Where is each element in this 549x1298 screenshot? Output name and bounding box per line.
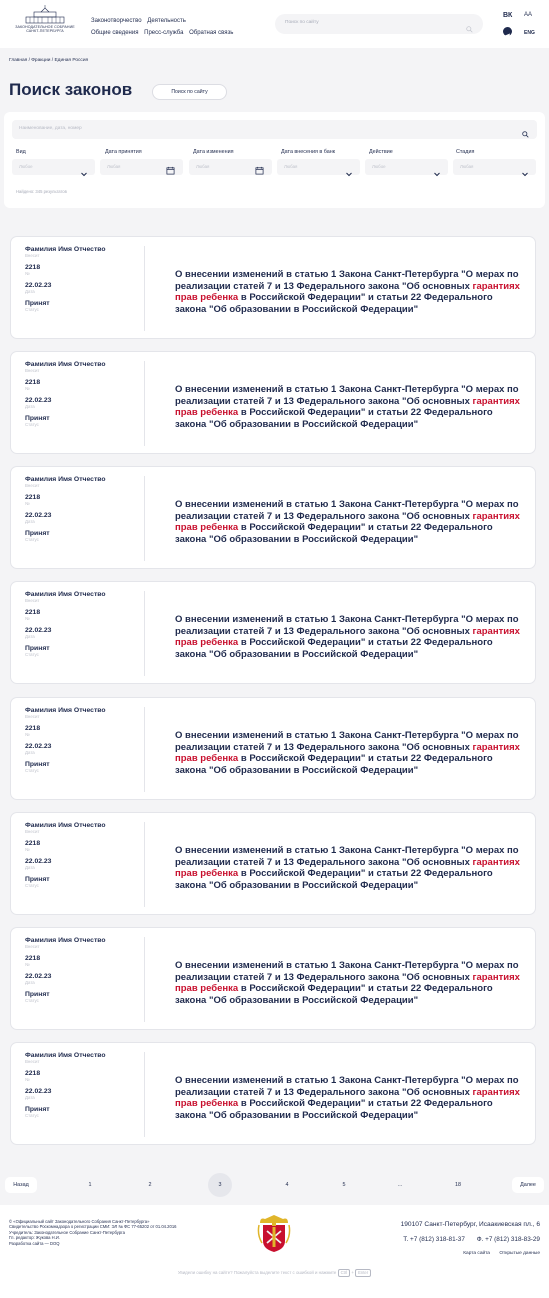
law-title-link[interactable] — [175, 269, 525, 315]
law-date-label: Дата — [25, 404, 35, 409]
filter-adoption-date-input[interactable] — [100, 159, 183, 175]
law-date-label: Дата — [25, 750, 35, 755]
law-author-label: Внесит — [25, 829, 40, 834]
error-hint-text: Увидели ошибку на сайте? Пожалуйста выделите текст с ошибкой и нажмите — [177, 1270, 337, 1275]
footer-legal-info — [9, 1219, 177, 1246]
chevron-down-icon — [81, 164, 87, 182]
site-header — [0, 0, 549, 48]
law-title-highlight: гарантиях прав ребенка — [175, 741, 520, 765]
site-search-input[interactable] — [275, 14, 483, 34]
law-number-label: № — [25, 501, 30, 506]
footer-error-hint — [0, 1269, 549, 1277]
breadcrumb[interactable]: Главная / Фракции / Единая Россия — [9, 58, 89, 63]
law-title-text-end: в Российской Федерации" и статьи 22 Федерального закона "Об образовании в Российской Федерации" — [175, 983, 493, 1006]
site-search-button[interactable]: Поиск по сайту — [152, 84, 227, 100]
law-number-label: № — [25, 847, 30, 852]
filter-label-action: Действие — [369, 149, 393, 155]
chevron-down-icon — [522, 164, 528, 182]
law-title-text-end: в Российской Федерации" и статьи 22 Федерального закона "Об образовании в Российской Федерации" — [175, 407, 493, 430]
footer-open-data-link[interactable]: Открытые данные — [499, 1251, 540, 1256]
law-title-highlight: гарантиях прав ребенка — [175, 971, 520, 995]
law-number: 2218 — [25, 379, 41, 386]
law-card-meta — [25, 361, 145, 446]
footer-editor: Гл. редактор: Жукова Н.И. — [9, 1235, 61, 1241]
spb-coat-of-arms-icon — [257, 1213, 291, 1253]
filter-stage-select[interactable] — [453, 159, 536, 175]
main-nav — [91, 15, 237, 39]
law-title-highlight: гарантиях прав ребенка — [175, 280, 520, 304]
law-author-label: Внесит — [25, 944, 40, 949]
pagination — [0, 1170, 549, 1198]
logo-text-line2: САНКТ-ПЕТЕРБУРГА — [26, 29, 64, 34]
filter-action-select[interactable] — [365, 159, 448, 175]
pagination-page-3-current[interactable]: 3 — [208, 1173, 232, 1197]
pagination-page-18[interactable]: 18 — [455, 1182, 461, 1188]
law-status: Принят — [25, 876, 50, 883]
law-number: 2218 — [25, 609, 41, 616]
law-date-label: Дата — [25, 980, 35, 985]
logo-text-line1: ЗАКОНОДАТЕЛЬНОЕ СОБРАНИЕ — [15, 25, 75, 29]
law-title-text: О внесении изменений в статью 1 Закона Санкт-Петербурга "О мерах по реализации статей 7 и 13 Федерального закона "Об основных — [175, 960, 519, 983]
law-number-label: № — [25, 616, 30, 621]
filter-adoption-date-value: Любая — [107, 164, 121, 169]
law-card-meta — [25, 707, 145, 792]
law-filter-panel — [4, 112, 545, 208]
law-number: 2218 — [25, 264, 41, 271]
font-size-toggle[interactable]: AA — [524, 12, 533, 18]
law-card[interactable] — [10, 466, 536, 569]
filter-bank-date-value: Любая — [284, 164, 298, 169]
site-search-placeholder: Поиск по сайту — [285, 20, 319, 25]
law-number: 2218 — [25, 840, 41, 847]
law-author[interactable]: Фамилия Имя Отчество — [25, 707, 106, 714]
language-switch[interactable]: ENG — [524, 30, 535, 36]
nav-legislation[interactable]: Законотворчество — [91, 18, 142, 24]
footer-phone[interactable]: Т. +7 (812) 318-81-37 — [403, 1236, 465, 1243]
pagination-prev-button[interactable]: Назад — [5, 1177, 37, 1193]
law-title-text: О внесении изменений в статью 1 Закона Санкт-Петербурга "О мерах по реализации статей 7 и 13 Федерального закона "Об основных — [175, 845, 519, 868]
footer-contacts — [393, 1236, 540, 1243]
law-card-meta — [25, 591, 145, 676]
law-status-label: Статус — [25, 768, 39, 773]
filter-label-change-date: Дата изменения — [193, 149, 234, 155]
logo[interactable] — [14, 5, 76, 45]
law-card[interactable] — [10, 581, 536, 684]
law-title-text: О внесении изменений в статью 1 Закона Санкт-Петербурга "О мерах по реализации статей 7 и 13 Федерального закона "Об основных — [175, 269, 519, 292]
law-title-link[interactable] — [175, 845, 525, 891]
law-author-label: Внесит — [25, 714, 40, 719]
chevron-down-icon — [346, 164, 352, 182]
law-date: 22.02.23 — [25, 282, 52, 289]
law-title-text-end: в Российской Федерации" и статьи 22 Федерального закона "Об образовании в Российской Федерации" — [175, 1098, 493, 1121]
law-card[interactable] — [10, 812, 536, 915]
law-title-link[interactable] — [175, 1075, 525, 1121]
law-title-text: О внесении изменений в статью 1 Закона Санкт-Петербурга "О мерах по реализации статей 7 и 13 Федерального закона "Об основных — [175, 614, 519, 637]
law-title-text-end: в Российской Федерации" и статьи 22 Федерального закона "Об образовании в Российской Федерации" — [175, 637, 493, 660]
chevron-down-icon — [434, 164, 440, 182]
law-title-link[interactable] — [175, 614, 525, 660]
vk-link[interactable]: ВК — [503, 12, 513, 19]
pagination-page-1[interactable]: 1 — [88, 1182, 92, 1188]
law-status: Принят — [25, 1106, 50, 1113]
filter-type-select[interactable] — [12, 159, 95, 175]
law-card[interactable] — [10, 927, 536, 1030]
law-title-highlight: гарантиях прав ребенка — [175, 1086, 520, 1110]
law-author[interactable]: Фамилия Имя Отчество — [25, 476, 106, 483]
law-card-meta — [25, 822, 145, 907]
law-date-label: Дата — [25, 519, 35, 524]
law-number-label: № — [25, 386, 30, 391]
nav-press-service[interactable]: Пресс-служба — [144, 30, 184, 36]
law-card[interactable] — [10, 236, 536, 339]
filter-type-value: Любое — [19, 164, 33, 169]
law-author-label: Внесит — [25, 483, 40, 488]
footer-registration: Свидетельство Роскомнадзора о регистрации СМИ: ЭЛ № ФС 77-65202 от 01.04.2016 — [9, 1224, 177, 1230]
law-title-highlight: гарантиях прав ребенка — [175, 856, 520, 880]
law-status-label: Статус — [25, 307, 39, 312]
filter-bank-date-select[interactable] — [277, 159, 360, 175]
law-title-highlight: гарантиях прав ребенка — [175, 510, 520, 534]
law-date: 22.02.23 — [25, 512, 52, 519]
law-title-text: О внесении изменений в статью 1 Закона Санкт-Петербурга "О мерах по реализации статей 7 и 13 Федерального закона "Об основных — [175, 730, 519, 753]
law-date-label: Дата — [25, 634, 35, 639]
filter-action-value: Любое — [372, 164, 386, 169]
law-date-label: Дата — [25, 865, 35, 870]
law-title-text-end: в Российской Федерации" и статьи 22 Федерального закона "Об образовании в Российской Федерации" — [175, 292, 493, 315]
law-status-label: Статус — [25, 422, 39, 427]
telegram-icon[interactable] — [503, 27, 512, 36]
law-title-link[interactable] — [175, 384, 525, 430]
building-icon — [24, 5, 66, 25]
law-card-meta — [25, 246, 145, 331]
pagination-page-4[interactable]: 4 — [285, 1182, 289, 1188]
law-number: 2218 — [25, 955, 41, 962]
footer-links — [455, 1251, 540, 1256]
calendar-icon[interactable] — [255, 162, 264, 180]
footer-fax: Ф. +7 (812) 318-83-29 — [476, 1236, 540, 1243]
footer-sitemap-link[interactable]: Карта сайта — [463, 1251, 490, 1256]
nav-feedback[interactable]: Обратная связь — [189, 30, 234, 36]
pagination-ellipsis: ... — [397, 1182, 403, 1188]
results-count: Найдено: 345 результатов — [16, 189, 67, 194]
law-status: Принят — [25, 761, 50, 768]
law-search-placeholder: Наименование, дата, номер — [19, 126, 82, 131]
calendar-icon[interactable] — [166, 162, 175, 180]
law-number: 2218 — [25, 725, 41, 732]
law-author-label: Внесит — [25, 253, 40, 258]
law-number: 2218 — [25, 1070, 41, 1077]
search-icon[interactable] — [522, 125, 529, 143]
law-title-text-end: в Российской Федерации" и статьи 22 Федерального закона "Об образовании в Российской Федерации" — [175, 868, 493, 891]
law-status-label: Статус — [25, 883, 39, 888]
law-status: Принят — [25, 645, 50, 652]
law-author[interactable]: Фамилия Имя Отчество — [25, 361, 106, 368]
key-enter: Enter — [355, 1269, 371, 1277]
law-number-label: № — [25, 1077, 30, 1082]
footer-address: 190107 Санкт-Петербург, Исаакиевская пл., 6 — [400, 1221, 540, 1228]
law-title-text: О внесении изменений в статью 1 Закона Санкт-Петербурга "О мерах по реализации статей 7 и 13 Федерального закона "Об основных — [175, 384, 519, 407]
filter-stage-value: Любая — [460, 164, 474, 169]
law-date: 22.02.23 — [25, 973, 52, 980]
law-title-text-end: в Российской Федерации" и статьи 22 Федерального закона "Об образовании в Российской Федерации" — [175, 522, 493, 545]
filter-change-date-value: Любая — [196, 164, 210, 169]
law-status: Принят — [25, 530, 50, 537]
law-date-label: Дата — [25, 289, 35, 294]
law-status-label: Статус — [25, 537, 39, 542]
law-title-highlight: гарантиях прав ребенка — [175, 395, 520, 419]
law-card[interactable] — [10, 697, 536, 800]
law-title-link[interactable] — [175, 499, 525, 545]
key-ctrl: Ctrl — [338, 1269, 351, 1277]
law-date: 22.02.23 — [25, 627, 52, 634]
law-card[interactable] — [10, 1042, 536, 1145]
law-date: 22.02.23 — [25, 743, 52, 750]
law-author[interactable]: Фамилия Имя Отчество — [25, 246, 106, 253]
filter-label-bank-date: Дата внесения в банк — [281, 149, 336, 155]
law-number-label: № — [25, 271, 30, 276]
law-title-text: О внесении изменений в статью 1 Закона Санкт-Петербурга "О мерах по реализации статей 7 и 13 Федерального закона "Об основных — [175, 1075, 519, 1098]
law-author[interactable]: Фамилия Имя Отчество — [25, 1052, 106, 1059]
law-card-meta — [25, 1052, 145, 1137]
law-card[interactable] — [10, 351, 536, 454]
law-status: Принят — [25, 300, 50, 307]
law-search-input[interactable] — [12, 120, 537, 139]
site-footer — [0, 1205, 549, 1298]
footer-founder: Учредитель: Законодательное Собрание Санкт-Петербурга — [9, 1229, 125, 1235]
pagination-page-2[interactable]: 2 — [148, 1182, 152, 1188]
law-status-label: Статус — [25, 1113, 39, 1118]
law-author[interactable]: Фамилия Имя Отчество — [25, 822, 106, 829]
key-plus: + — [351, 1270, 354, 1275]
filter-label-adoption-date: Дата принятия — [105, 149, 142, 155]
filter-change-date-input[interactable] — [189, 159, 272, 175]
law-title-link[interactable] — [175, 730, 525, 776]
nav-general-info[interactable]: Общие сведения — [91, 30, 139, 36]
law-card-meta — [25, 476, 145, 561]
law-status: Принят — [25, 415, 50, 422]
nav-activity[interactable]: Деятельность — [147, 18, 186, 24]
law-author-label: Внесит — [25, 1059, 40, 1064]
law-author[interactable]: Фамилия Имя Отчество — [25, 937, 106, 944]
law-title-link[interactable] — [175, 960, 525, 1006]
law-status-label: Статус — [25, 998, 39, 1003]
search-icon[interactable] — [466, 20, 473, 38]
law-title-highlight: гарантиях прав ребенка — [175, 625, 520, 649]
law-number-label: № — [25, 732, 30, 737]
law-date: 22.02.23 — [25, 1088, 52, 1095]
law-title-text-end: в Российской Федерации" и статьи 22 Федерального закона "Об образовании в Российской Федерации" — [175, 753, 493, 776]
footer-copyright: © «Официальный сайт Законодательного Собрания Санкт-Петербурга» — [9, 1219, 150, 1224]
pagination-page-5[interactable]: 5 — [342, 1182, 346, 1188]
filter-label-type: Вид — [16, 149, 26, 155]
law-status: Принят — [25, 991, 50, 998]
law-date: 22.02.23 — [25, 397, 52, 404]
page-title: Поиск законов — [9, 80, 133, 99]
law-card-meta — [25, 937, 145, 1022]
filter-label-stage: Стадия — [456, 149, 475, 155]
pagination-next-button[interactable]: Далее — [512, 1177, 544, 1193]
law-number: 2218 — [25, 494, 41, 501]
law-author-label: Внесит — [25, 598, 40, 603]
law-title-text: О внесении изменений в статью 1 Закона Санкт-Петербурга "О мерах по реализации статей 7 и 13 Федерального закона "Об основных — [175, 499, 519, 522]
law-status-label: Статус — [25, 652, 39, 657]
footer-developer[interactable]: Разработка сайта — DOQ — [9, 1240, 60, 1246]
law-date-label: Дата — [25, 1095, 35, 1100]
law-number-label: № — [25, 962, 30, 967]
law-author-label: Внесит — [25, 368, 40, 373]
law-date: 22.02.23 — [25, 858, 52, 865]
law-author[interactable]: Фамилия Имя Отчество — [25, 591, 106, 598]
